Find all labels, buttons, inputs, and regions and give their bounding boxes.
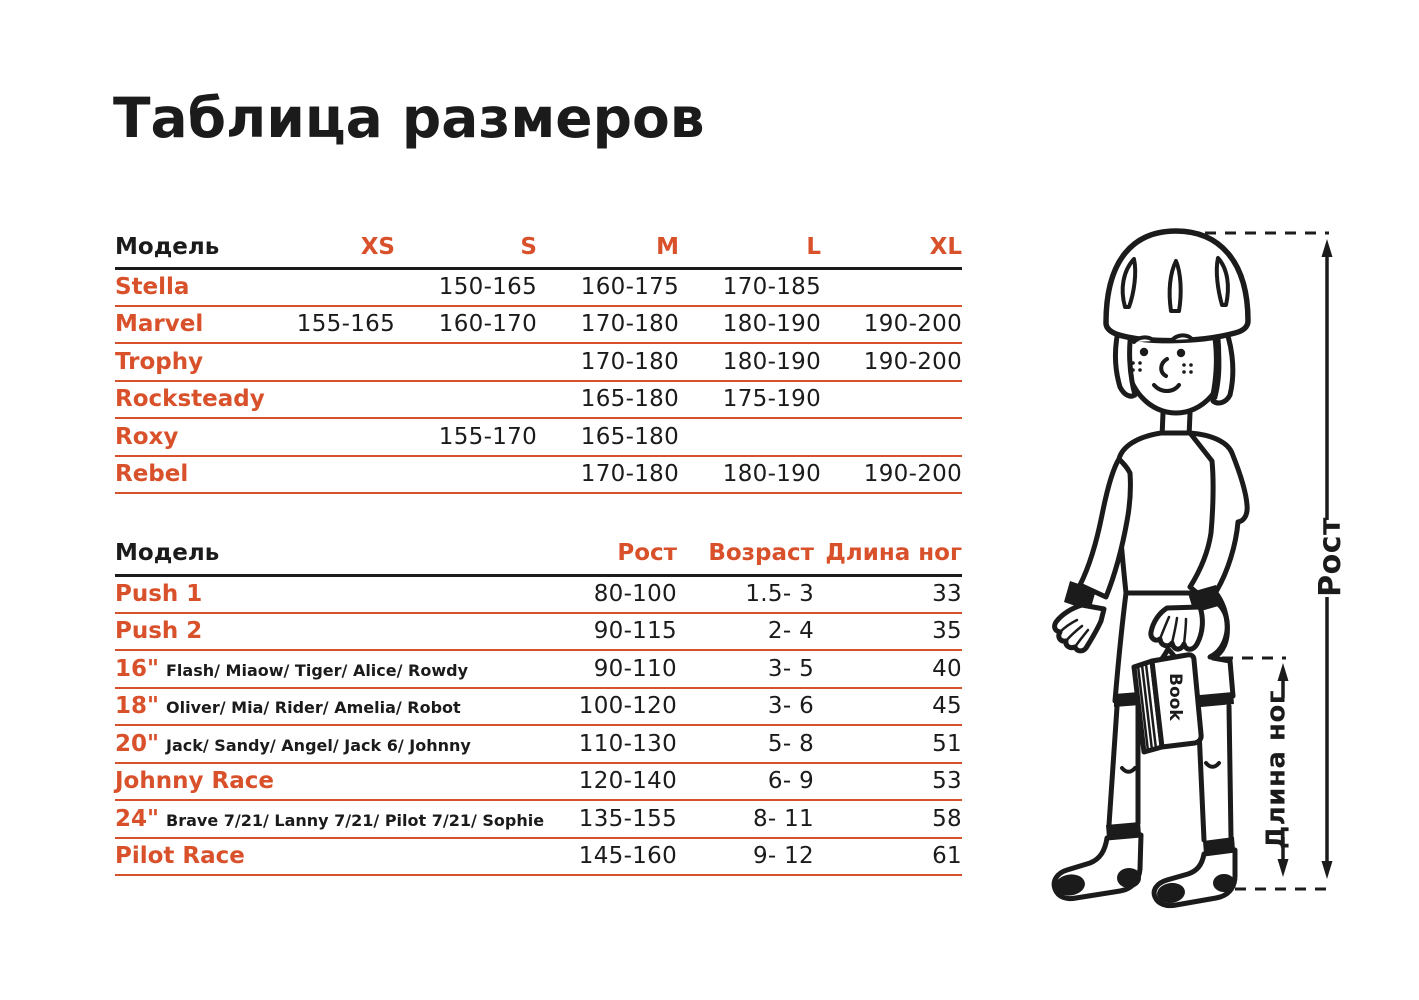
size-cell: 160-175: [580, 274, 679, 300]
age-cell: 5- 8: [767, 730, 814, 757]
age-cell: 2- 4: [767, 618, 814, 645]
size-cell: 155-165: [296, 311, 395, 338]
size-cell: [253, 343, 395, 381]
model-label: 16": [115, 655, 159, 682]
size-cell: 160-170: [438, 311, 537, 338]
book-label: Book: [1165, 673, 1185, 721]
column-header-s: S: [520, 234, 537, 261]
table-row: [115, 688, 962, 726]
size-cell: 150-165: [438, 274, 537, 300]
size-cell: 165-180: [580, 423, 679, 450]
size-cell: 170-180: [580, 461, 679, 488]
age-cell: 1.5- 3: [745, 581, 814, 607]
leg-length-cell: 51: [932, 730, 962, 757]
model-label: 24": [115, 805, 159, 832]
size-cell: [253, 456, 395, 494]
table-row: [115, 418, 962, 456]
column-header-m: M: [656, 234, 679, 261]
model-variants: Oliver/ Mia/ Rider/ Amelia/ Robot: [166, 698, 461, 718]
model-name: [115, 800, 545, 838]
age-cell: 6- 9: [767, 768, 814, 795]
table-row: [115, 575, 962, 613]
size-cell: [821, 268, 962, 306]
model-label: 18": [115, 693, 159, 720]
height-cell: 135-155: [578, 805, 677, 832]
size-cell: [253, 418, 395, 456]
heel-left: [1117, 868, 1141, 888]
leg-length-cell: 61: [932, 843, 962, 870]
kids-size-table: [115, 532, 962, 876]
eye-left: [1140, 348, 1148, 356]
column-header-leg-length: Длина ног: [825, 539, 962, 566]
model-name: Marvel: [115, 311, 204, 338]
model-name: [115, 838, 545, 876]
measurement-illustration: [1030, 215, 1360, 935]
table-row: [115, 306, 962, 344]
column-header-height: Рост: [617, 539, 677, 566]
knee-mark-left: [1122, 768, 1135, 772]
height-cell: 145-160: [578, 843, 677, 870]
size-cell: [821, 418, 962, 456]
table-row: [115, 763, 962, 801]
age-cell: 8- 11: [752, 805, 814, 832]
size-cell: [253, 381, 395, 419]
size-cell: 155-170: [438, 423, 537, 450]
model-label: Johnny Race: [115, 768, 274, 795]
model-name: Stella: [115, 274, 190, 300]
height-cell: 100-120: [578, 693, 677, 720]
helmet-vent-middle: [1170, 261, 1181, 311]
age-cell: 9- 12: [752, 843, 814, 870]
age-cell: 3- 5: [767, 655, 814, 682]
size-cell: [395, 343, 537, 381]
height-cell: 80-100: [593, 581, 677, 607]
model-label: Push 2: [115, 618, 203, 645]
table-row: [115, 650, 962, 688]
table-row: [115, 838, 962, 876]
table-row: [115, 725, 962, 763]
height-cell: 110-130: [578, 730, 677, 757]
column-header-xs: XS: [360, 234, 395, 261]
kid-figure: [1054, 231, 1248, 906]
leg-length-cell: 53: [932, 768, 962, 795]
table-row: [115, 381, 962, 419]
column-header-l: L: [806, 234, 821, 261]
model-name: [115, 613, 545, 651]
model-name: [115, 763, 545, 801]
model-name: Trophy: [115, 348, 204, 375]
kids-header-row: [115, 532, 962, 575]
table-row: [115, 456, 962, 494]
column-header-model: Модель: [115, 539, 220, 566]
model-name: [115, 650, 545, 688]
size-cell: [821, 381, 962, 419]
model-name: Rocksteady: [115, 386, 265, 413]
height-measure-label: Рост: [1313, 517, 1348, 597]
size-cell: [253, 268, 395, 306]
nose: [1161, 359, 1167, 376]
leg-length-cell: 40: [932, 655, 962, 682]
model-label: Pilot Race: [115, 843, 245, 870]
column-header-xl: XL: [929, 234, 962, 261]
size-cell: [395, 381, 537, 419]
leg-length-cell: 58: [932, 805, 962, 832]
model-variants: Brave 7/21/ Lanny 7/21/ Pilot 7/21/ Sophie: [166, 810, 545, 830]
hand-right: [1151, 607, 1203, 649]
column-header-model: Модель: [115, 234, 220, 261]
age-cell: 3- 6: [767, 693, 814, 720]
leg-length-cell: 33: [932, 581, 962, 607]
smile: [1154, 385, 1179, 391]
model-name: [115, 575, 545, 613]
model-name: [115, 688, 545, 726]
size-cell: 180-190: [722, 311, 821, 338]
model-name: [115, 725, 545, 763]
model-label: 20": [115, 730, 159, 757]
size-cell: 180-190: [722, 461, 821, 488]
adult-header-row: [115, 228, 962, 268]
size-cell: 190-200: [863, 311, 962, 338]
table-row: [115, 268, 962, 306]
eye-right: [1177, 349, 1185, 357]
size-cell: [679, 418, 821, 456]
table-row: [115, 800, 962, 838]
size-cell: 170-180: [580, 348, 679, 375]
leg-length-measure-label: Длина ног: [1261, 690, 1292, 849]
height-cell: 90-115: [593, 618, 677, 645]
size-cell: 190-200: [863, 461, 962, 488]
model-variants: Flash/ Miaow/ Tiger/ Alice/ Rowdy: [166, 660, 469, 680]
height-cell: 90-110: [593, 655, 677, 682]
model-variants: Jack/ Sandy/ Angel/ Jack 6/ Johnny: [166, 735, 471, 755]
size-cell: 190-200: [863, 348, 962, 375]
table-row: [115, 343, 962, 381]
adult-size-table: [115, 228, 962, 494]
column-header-age: Возраст: [708, 539, 814, 566]
size-cell: 170-185: [722, 274, 821, 300]
heel-right: [1213, 874, 1235, 892]
leg-length-cell: 35: [932, 618, 962, 645]
model-label: Push 1: [115, 581, 203, 607]
model-name: Roxy: [115, 423, 179, 450]
table-row: [115, 613, 962, 651]
size-cell: 165-180: [580, 386, 679, 413]
size-cell: 180-190: [722, 348, 821, 375]
size-cell: 170-180: [580, 311, 679, 338]
page-title: Таблица размеров: [113, 86, 705, 150]
size-cell: [395, 456, 537, 494]
leg-length-cell: 45: [932, 693, 962, 720]
kid-with-helmet-drawing: [1030, 215, 1360, 935]
size-cell: 175-190: [722, 386, 821, 413]
knee-mark-right: [1206, 763, 1219, 767]
height-cell: 120-140: [578, 768, 677, 795]
model-name: Rebel: [115, 461, 189, 488]
